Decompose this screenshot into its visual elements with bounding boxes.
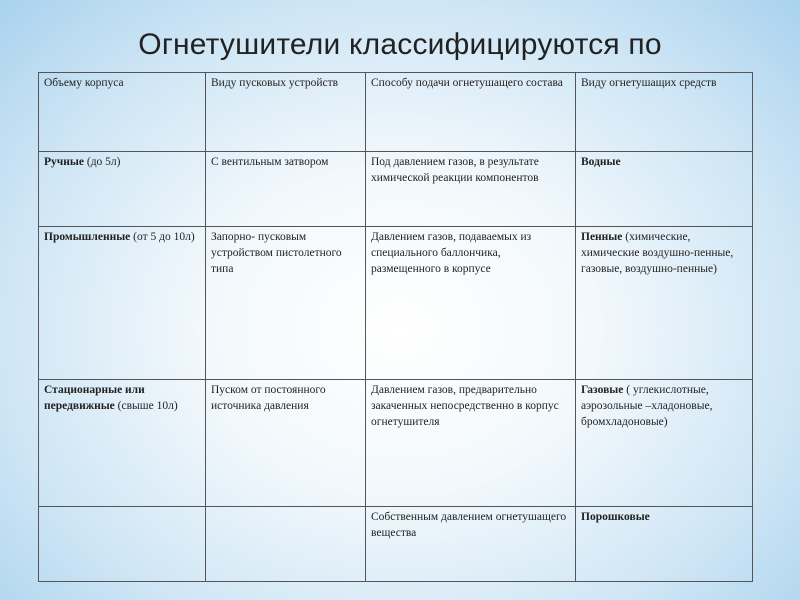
cell-supply-method: Под давлением газов, в результате химической реакции компонентов: [366, 152, 576, 227]
cell-volume: [39, 507, 206, 582]
cell-supply-method: Давлением газов, предварительно закаченных непосредственно в корпус огнетушителя: [366, 380, 576, 507]
cell-agent-type: [576, 507, 753, 582]
cell-agent-type: [576, 227, 753, 380]
table-header-row: [39, 73, 753, 152]
cell-agent-bold: Порошковые: [581, 511, 650, 523]
cell-launch-device: Запорно- пусковым устройством пистолетного типа: [206, 227, 366, 380]
cell-agent-bold: Газовые: [581, 384, 624, 396]
cell-agent-type: [576, 380, 753, 507]
cell-volume-bold: Промышленные: [44, 231, 131, 243]
classification-table: [38, 72, 753, 582]
slide-title: Огнетушители классифицируются по: [138, 28, 662, 61]
cell-volume-bold: Ручные: [44, 156, 84, 168]
cell-launch-device: Пуском от постоянного источника давления: [206, 380, 366, 507]
header-supply-method: Способу подачи огнетушащего состава: [366, 73, 576, 152]
cell-launch-device: С вентильным затвором: [206, 152, 366, 227]
cell-agent-bold: Водные: [581, 156, 621, 168]
cell-launch-device: [206, 507, 366, 582]
header-agent-type: Виду огнетушащих средств: [576, 73, 753, 152]
table-row: [39, 507, 753, 582]
cell-volume-rest: (свыше 10л): [114, 399, 178, 412]
cell-agent-bold: Пенные: [581, 231, 623, 243]
header-volume: Объему корпуса: [39, 73, 206, 152]
cell-volume-bold: Стационарные или передвижные: [44, 384, 145, 412]
cell-agent-rest: (химические, химические воздушно-пенные, газовые, воздушно-пенные): [581, 231, 734, 275]
cell-agent-rest: ( углекислотные, аэрозольные –хладоновые, бромхладоновые): [581, 384, 713, 428]
table-row: [39, 227, 753, 380]
cell-agent-type: [576, 152, 753, 227]
cell-volume: [39, 380, 206, 507]
cell-volume: [39, 152, 206, 227]
table-row: [39, 380, 753, 507]
table-row: [39, 152, 753, 227]
cell-volume: [39, 227, 206, 380]
header-launch-device: Виду пусковых устройств: [206, 73, 366, 152]
cell-supply-method: Собственным давлением огнетушащего вещества: [366, 507, 576, 582]
cell-volume-rest: (от 5 до 10л): [130, 231, 195, 243]
cell-volume-rest: (до 5л): [83, 156, 121, 168]
cell-supply-method: Давлением газов, подаваемых из специального баллончика, размещенного в корпусе: [366, 227, 576, 380]
